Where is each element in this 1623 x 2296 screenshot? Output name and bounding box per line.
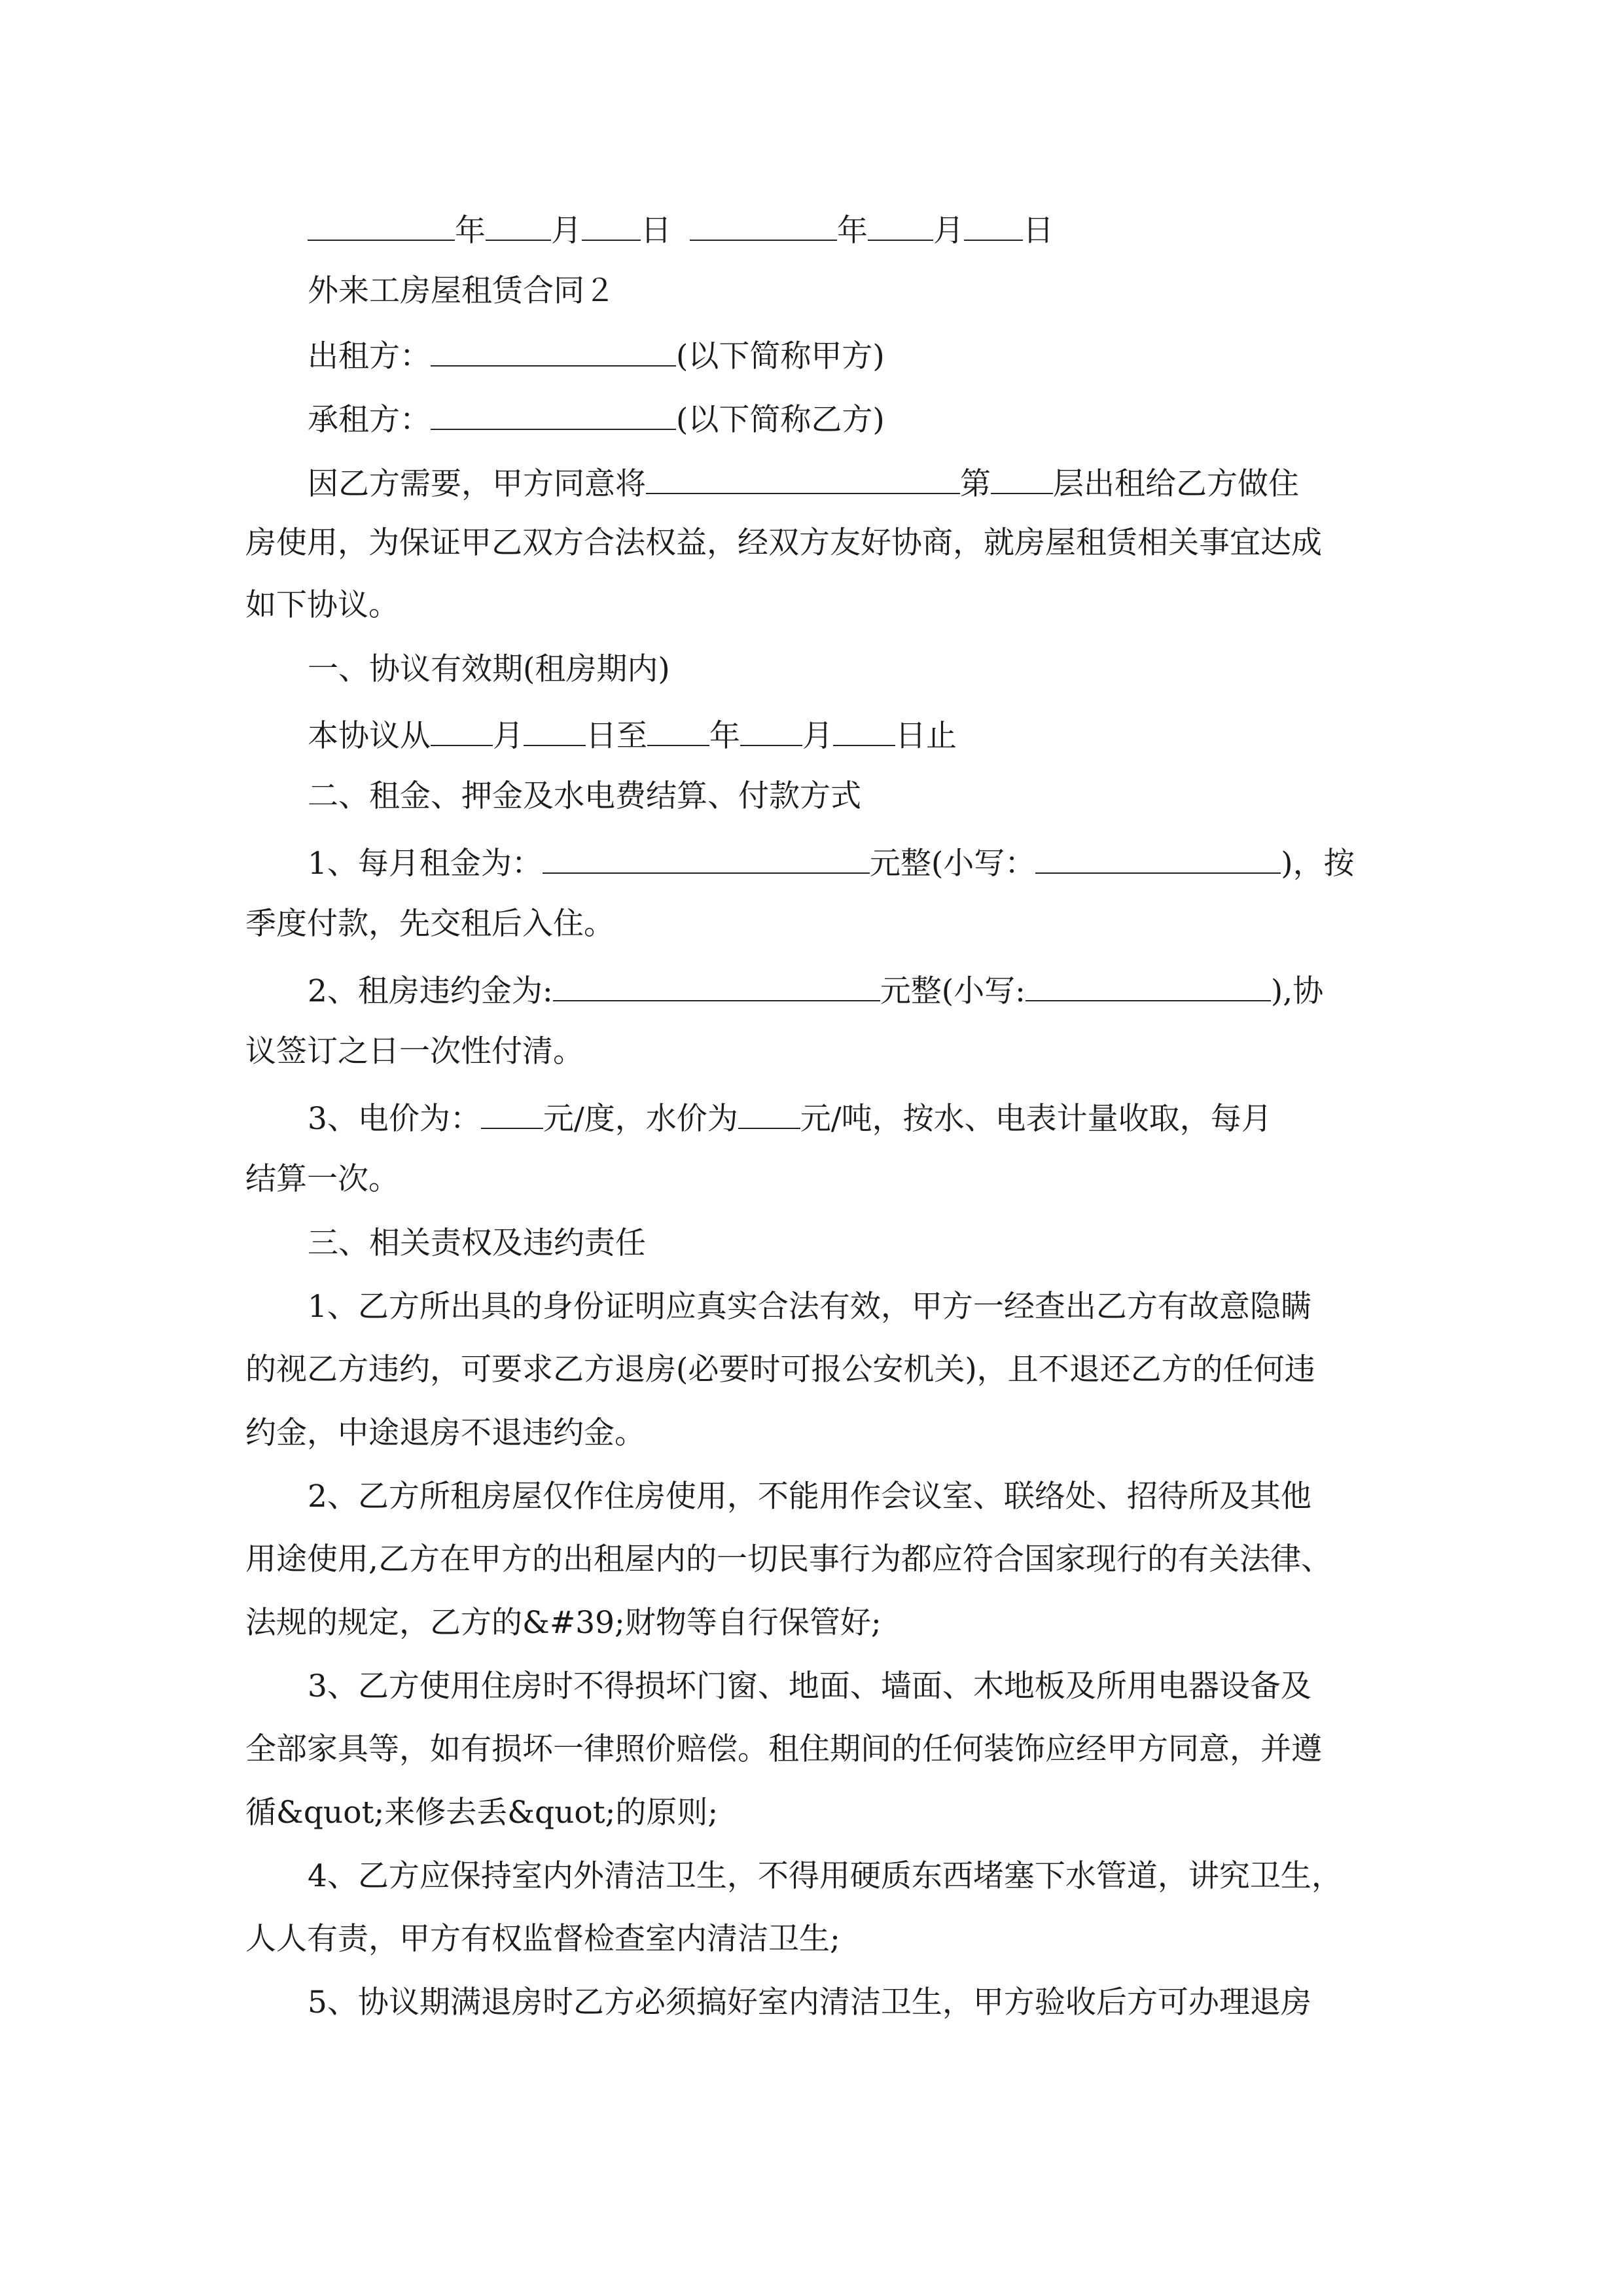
blank — [833, 713, 895, 746]
lessee-blank — [431, 397, 676, 430]
utility-label: 元/度，水价为 — [543, 1101, 738, 1137]
intro-text: 第 — [960, 466, 991, 502]
rent-line-2: 季度付款，先交租后入住。 — [245, 906, 615, 942]
water-price-blank — [738, 1096, 800, 1129]
year-label: 年 — [455, 213, 486, 249]
clause5-line-1: 5、协议期满退房时乙方必须搞好室内清洁卫生，甲方验收后方可办理退房 — [308, 1984, 1311, 2020]
utility-line-2: 结算一次。 — [245, 1161, 399, 1197]
blank — [308, 208, 455, 241]
lessee-suffix: (以下简称乙方) — [676, 402, 885, 438]
clause2-line-3: 法规的规定，乙方的&#39;财物等自行保管好; — [245, 1605, 882, 1641]
utility-line — [0, 1096, 1623, 1136]
day-label: 日 — [641, 213, 671, 249]
penalty-amount-blank — [553, 969, 880, 1001]
rent-label: 1、每月租金为： — [308, 846, 543, 882]
rent-label: )，按 — [1281, 846, 1355, 882]
utility-label: 3、电价为： — [308, 1101, 481, 1137]
intro-text: 层出租给乙方做住 — [1053, 466, 1299, 502]
month-label: 月 — [551, 213, 582, 249]
blank — [486, 208, 551, 241]
lessor-blank — [431, 334, 676, 367]
clause1-line-3: 约金，中途退房不退违约金。 — [245, 1415, 645, 1451]
penalty-figure-blank — [1026, 969, 1271, 1001]
blank — [431, 713, 493, 746]
month-label: 月 — [933, 213, 964, 249]
section1-period — [0, 713, 1623, 753]
utility-label: 元/吨，按水、电表计量收取，每月 — [800, 1101, 1272, 1137]
blank — [964, 208, 1023, 241]
clause4-line-2: 人人有责，甲方有权监督检查室内清洁卫生; — [245, 1921, 840, 1957]
lessor-line — [0, 334, 1623, 373]
blank — [740, 713, 802, 746]
intro-line-2: 房使用，为保证甲乙双方合法权益，经双方友好协商，就房屋租赁相关事宜达成 — [245, 525, 1322, 561]
intro-text: 因乙方需要，甲方同意将 — [308, 466, 646, 502]
clause2-line-1: 2、乙方所租房屋仅作住房使用，不能用作会议室、联络处、招待所及其他 — [308, 1479, 1311, 1515]
penalty-line-2: 议签订之日一次性付清。 — [245, 1033, 584, 1069]
penalty-label: 2、租房违约金为: — [308, 973, 553, 1009]
section1-heading: 一、协议有效期(租房期内) — [308, 651, 670, 687]
section2-heading: 二、租金、押金及水电费结算、付款方式 — [308, 778, 861, 814]
blank — [524, 713, 586, 746]
period-text: 日止 — [895, 718, 957, 754]
lessor-label: 出租方： — [308, 338, 431, 374]
section3-heading: 三、相关责权及违约责任 — [308, 1225, 646, 1261]
clause2-line-2: 用途使用,乙方在甲方的出租屋内的一切民事行为都应符合国家现行的有关法律、 — [245, 1541, 1332, 1577]
lessee-line — [0, 397, 1623, 437]
penalty-label: 元整(小写: — [880, 973, 1026, 1009]
blank — [582, 208, 641, 241]
clause3-line-1: 3、乙方使用住房时不得损坏门窗、地面、墙面、木地板及所用电器设备及 — [308, 1668, 1311, 1704]
power-price-blank — [481, 1096, 543, 1129]
penalty-label: ),协 — [1270, 973, 1324, 1009]
rent-label: 元整(小写： — [869, 846, 1036, 882]
day-label: 日 — [1023, 213, 1054, 249]
blank — [868, 208, 933, 241]
clause1-line-2: 的视乙方违约，可要求乙方退房(必要时可报公安机关)，且不退还乙方的任何违 — [245, 1352, 1315, 1388]
year-label: 年 — [837, 213, 868, 249]
penalty-line — [0, 969, 1623, 1008]
floor-blank — [991, 461, 1053, 494]
period-text: 本协议从 — [308, 718, 431, 754]
clause1-line-1: 1、乙方所出具的身份证明应真实合法有效，甲方一经查出乙方有故意隐瞒 — [308, 1289, 1311, 1325]
rent-amount-blank — [543, 841, 870, 874]
rent-figure-blank — [1035, 841, 1281, 874]
intro-line-1 — [0, 461, 1623, 501]
period-text: 日至 — [586, 718, 647, 754]
clause4-line-1: 4、乙方应保持室内外清洁卫生，不得用硬质东西堵塞下水管道，讲究卫生， — [308, 1858, 1342, 1894]
clause3-line-3: 循&quot;来修去丢&quot;的原则; — [245, 1795, 719, 1831]
address-blank — [646, 461, 960, 494]
rent-line — [0, 841, 1623, 880]
period-text: 月 — [493, 718, 524, 754]
blank — [690, 208, 837, 241]
lessee-label: 承租方： — [308, 402, 431, 438]
document-title: 外来工房屋租赁合同２ — [308, 273, 615, 309]
lessor-suffix: (以下简称甲方) — [676, 338, 885, 374]
clause3-line-2: 全部家具等，如有损坏一律照价赔偿。租住期间的任何装饰应经甲方同意，并遵 — [245, 1731, 1322, 1767]
period-text: 月 — [802, 718, 833, 754]
period-text: 年 — [709, 718, 740, 754]
date-line — [0, 208, 1623, 247]
intro-line-3: 如下协议。 — [245, 587, 399, 623]
blank — [647, 713, 709, 746]
